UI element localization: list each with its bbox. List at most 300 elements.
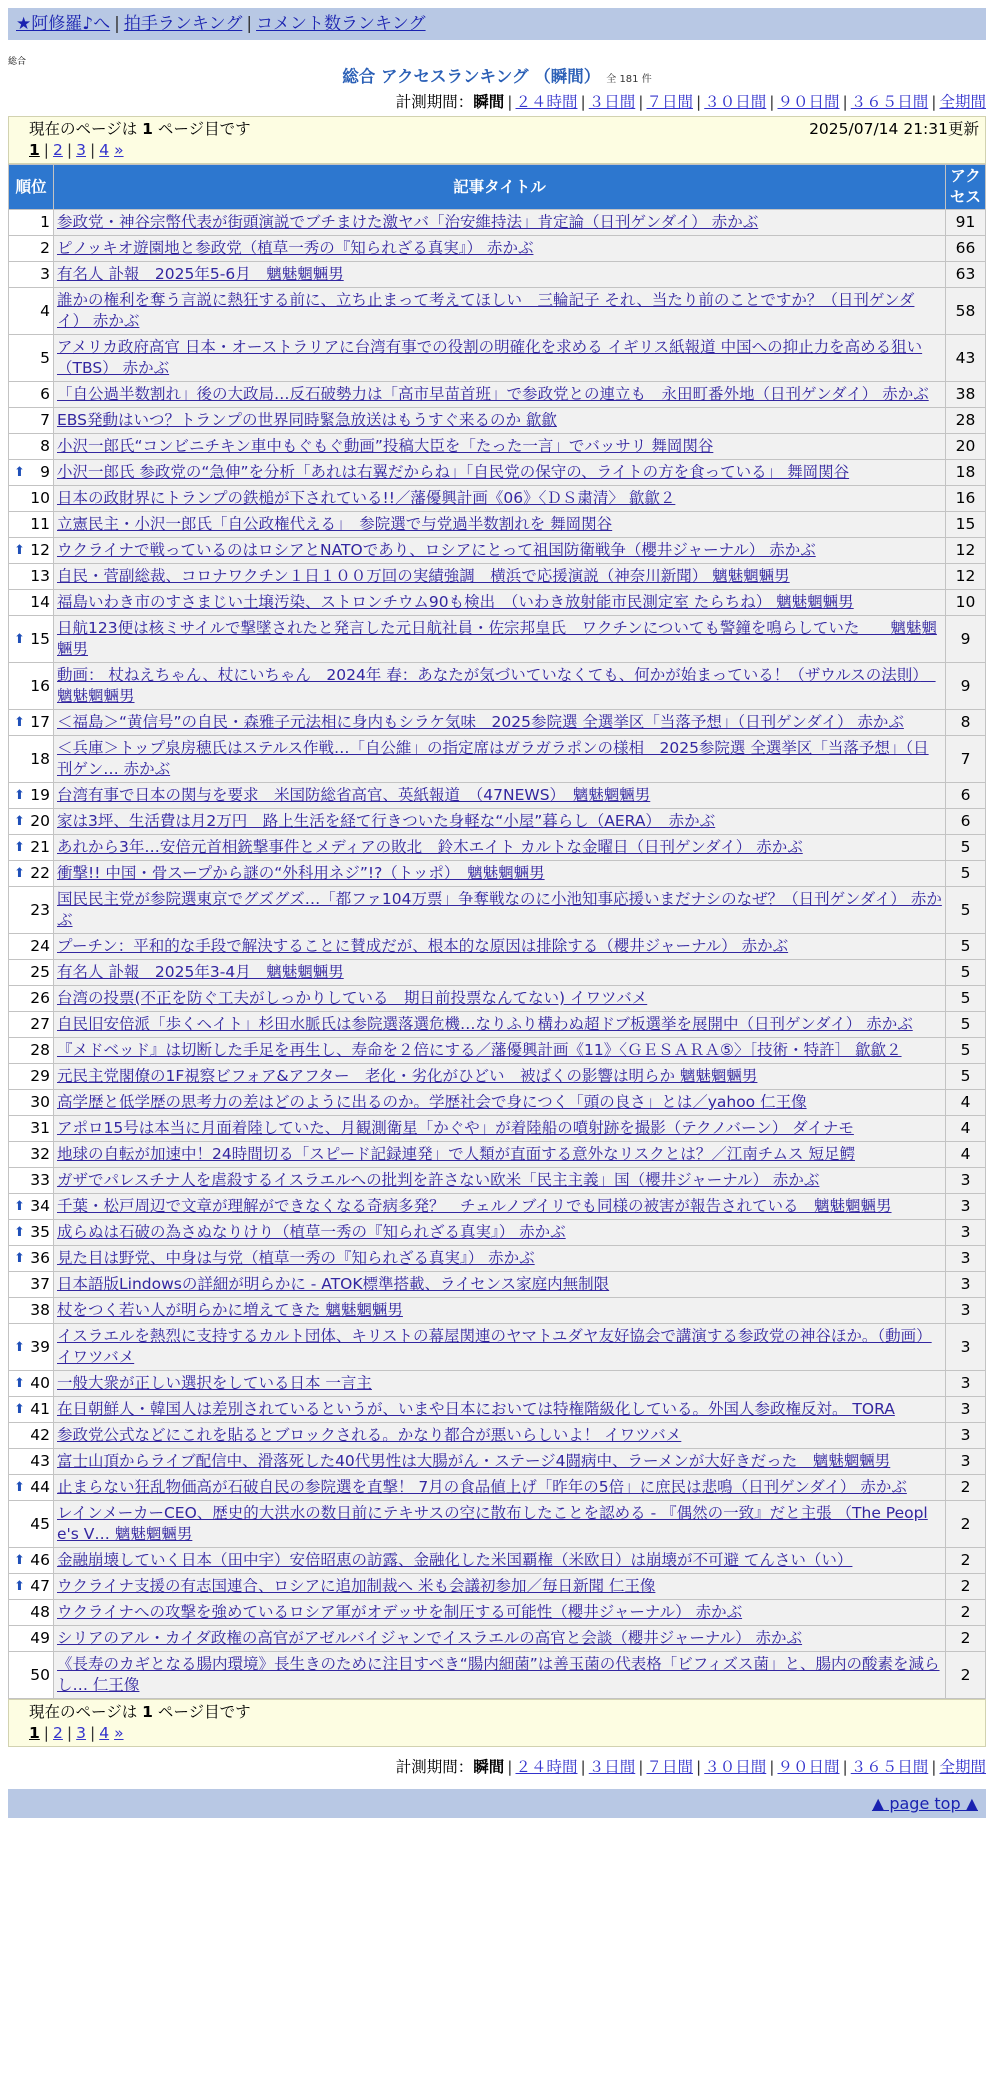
- title-cell: [54, 1064, 946, 1090]
- article-link[interactable]: イスラエルを熱烈に支持するカルト団体、キリストの幕屋関連のヤマトユダヤ友好協会で講演する参政党の神谷ほか。（動画） イワツバメ: [57, 1327, 932, 1366]
- article-link[interactable]: 有名人 訃報 2025年5-6月 魑魅魍魎男: [57, 265, 344, 283]
- article-link[interactable]: ＜福島＞“黄信号”の自民・森雅子元法相に身内もシラケ気味 2025参院選 全選挙区「当落予想」（日刊ゲンダイ） 赤かぶ: [57, 713, 904, 731]
- access-cell: 3: [946, 1246, 986, 1272]
- pager-separator: |: [90, 1724, 96, 1742]
- access-cell: 43: [946, 335, 986, 382]
- article-link[interactable]: 日航123便は核ミサイルで撃墜されたと発言した元日航社員・佐宗邦皇氏 ワクチンについても警鐘を鳴らしていた 魑魅魍魎男: [57, 619, 937, 658]
- period-label: 計測期間：: [395, 1758, 474, 1776]
- rank-cell: [9, 1626, 54, 1652]
- pager: [29, 1723, 977, 1744]
- table-row: [9, 1548, 986, 1574]
- rank-number: 20: [30, 812, 50, 830]
- period-link[interactable]: ９０日間: [777, 1758, 840, 1776]
- title-cell: [54, 1272, 946, 1298]
- table-row: [9, 486, 986, 512]
- period-selector: [8, 1757, 986, 1777]
- access-cell: 12: [946, 564, 986, 590]
- rank-cell: [9, 288, 54, 335]
- rank-number: 40: [30, 1374, 50, 1392]
- access-cell: 12: [946, 538, 986, 564]
- article-link[interactable]: EBS発動はいつ？トランプの世界同時緊急放送はもうすぐ来るのか 歙歙: [57, 411, 557, 429]
- period-link[interactable]: ３６５日間: [850, 1758, 929, 1776]
- rank-cell: [9, 1548, 54, 1574]
- title-cell: [54, 934, 946, 960]
- access-cell: 20: [946, 434, 986, 460]
- table-row: [9, 736, 986, 783]
- article-link[interactable]: アメリカ政府高官 日本・オーストラリアに台湾有事での役割の明確化を求める イギリス紙報道 中国への抑止力を高める狙い（TBS） 赤かぶ: [57, 338, 923, 377]
- item-count: 全 181 件: [606, 74, 652, 85]
- article-link[interactable]: 自民・菅副総裁、コロナワクチン１日１００万回の実績強調 横浜で応援演説（神奈川新聞） 魑魅魍魎男: [57, 567, 790, 585]
- access-cell: 2: [946, 1475, 986, 1501]
- up-arrow-icon: ⬆: [14, 631, 25, 647]
- title-cell: [54, 1246, 946, 1272]
- rank-cell: [9, 1475, 54, 1501]
- table-row: [9, 1600, 986, 1626]
- title-cell: [54, 1116, 946, 1142]
- rank-number: 49: [30, 1629, 50, 1647]
- period-link[interactable]: ２４時間: [515, 1758, 578, 1776]
- rank-cell: [9, 960, 54, 986]
- rank-cell: [9, 835, 54, 861]
- access-cell: 5: [946, 934, 986, 960]
- table-row: [9, 236, 986, 262]
- table-row: [9, 934, 986, 960]
- rank-cell: [9, 1194, 54, 1220]
- title-cell: [54, 538, 946, 564]
- page-info-bottom: [8, 1699, 986, 1747]
- rank-number: 34: [30, 1197, 50, 1215]
- title-cell: [54, 1220, 946, 1246]
- access-cell: 9: [946, 616, 986, 663]
- rank-number: 48: [30, 1603, 50, 1621]
- table-row: [9, 1475, 986, 1501]
- category-label: 総合: [8, 57, 27, 67]
- table-row: [9, 460, 986, 486]
- nav-separator: |: [246, 14, 253, 34]
- rank-number: 29: [30, 1067, 50, 1085]
- page-title-text: 総合 アクセスランキング （瞬間）: [342, 67, 601, 86]
- article-link[interactable]: 有名人 訃報 2025年3-4月 魑魅魍魎男: [57, 963, 344, 981]
- rank-cell: [9, 434, 54, 460]
- article-link[interactable]: 一般大衆が正しい選択をしている日本 一言主: [57, 1374, 372, 1392]
- pager-link[interactable]: 3: [76, 1724, 87, 1742]
- table-row: [9, 1298, 986, 1324]
- period-link[interactable]: ２４時間: [515, 93, 578, 111]
- rank-cell: [9, 1272, 54, 1298]
- title-cell: [54, 861, 946, 887]
- table-row: [9, 1116, 986, 1142]
- table-row: [9, 1220, 986, 1246]
- rank-cell: [9, 1220, 54, 1246]
- title-cell: [54, 663, 946, 710]
- period-link[interactable]: ３日間: [588, 1758, 636, 1776]
- title-cell: [54, 236, 946, 262]
- rank-number: 4: [40, 301, 50, 320]
- title-cell: [54, 262, 946, 288]
- table-row: [9, 616, 986, 663]
- period-separator: |: [507, 93, 513, 111]
- period-link[interactable]: ７日間: [646, 93, 693, 111]
- article-link[interactable]: 衝撃!! 中国・骨スープから謎の“外科用ネジ”!?（トッポ） 魑魅魍魎男: [57, 864, 545, 882]
- rank-number: 9: [40, 463, 50, 481]
- title-cell: [54, 460, 946, 486]
- title-cell: [54, 1142, 946, 1168]
- table-row: [9, 710, 986, 736]
- period-separator: |: [769, 93, 775, 111]
- article-link[interactable]: 参政党公式などにこれを貼るとブロックされる。かなり都合が悪いらしいよ！ イワツバメ: [57, 1426, 682, 1444]
- access-cell: 5: [946, 1038, 986, 1064]
- rank-cell: [9, 1064, 54, 1090]
- title-cell: [54, 335, 946, 382]
- rank-number: 6: [40, 385, 50, 403]
- access-cell: 3: [946, 1324, 986, 1371]
- pager-link[interactable]: 2: [53, 1724, 63, 1742]
- up-arrow-icon: ⬆: [14, 1402, 25, 1417]
- article-link[interactable]: 在日朝鮮人・韓国人は差別されているというが、いまや日本においては特権階級化している。外国人参政権反対。 TORA: [57, 1400, 895, 1418]
- title-cell: [54, 288, 946, 335]
- rank-number: 16: [30, 676, 50, 695]
- article-link[interactable]: ガザでパレスチナ人を虐殺するイスラエルへの批判を許さない欧米「民主主義」国（櫻井ジャーナル） 赤かぶ: [57, 1171, 820, 1189]
- period-separator: |: [580, 93, 586, 111]
- rank-cell: [9, 1116, 54, 1142]
- table-row: [9, 1449, 986, 1475]
- up-arrow-icon: ⬆: [14, 543, 25, 558]
- page-top-link[interactable]: ▲ page top ▲: [871, 1794, 978, 1813]
- table-row: [9, 590, 986, 616]
- footer-bar: [8, 1789, 986, 1818]
- article-link[interactable]: 《長寿のカギとなる腸内環境》長生きのために注目すべき“腸内細菌”は善玉菌の代表格「ビフィズス菌」と、腸内の酸素を減らし… 仁王像: [57, 1655, 940, 1694]
- article-link[interactable]: 国民民主党が参院選東京でグズグズ…「都ファ104万票」争奪戦なのに小池知事応援いまだナシのなぜ？（日刊ゲンダイ） 赤かぶ: [57, 890, 942, 929]
- table-row: [9, 887, 986, 934]
- rank-number: 25: [30, 963, 50, 981]
- col-rank-header: 順位: [9, 165, 54, 210]
- table-row: [9, 335, 986, 382]
- access-cell: 4: [946, 1090, 986, 1116]
- article-link[interactable]: ウクライナへの攻撃を強めているロシア軍がオデッサを制圧する可能性（櫻井ジャーナル） 赤かぶ: [57, 1603, 743, 1621]
- rank-cell: [9, 335, 54, 382]
- table-row: [9, 1272, 986, 1298]
- article-link[interactable]: 日本語版Lindowsの詳細が明らかに - ATOK標準搭載、ライセンス家庭内無制限: [57, 1275, 610, 1293]
- period-separator: |: [696, 1758, 702, 1776]
- article-link[interactable]: 台湾有事で日本の関与を要求 米国防総省高官、英紙報道 （47NEWS） 魑魅魍魎男: [57, 786, 651, 804]
- title-cell: [54, 1475, 946, 1501]
- period-link[interactable]: ３０日間: [704, 1758, 767, 1776]
- rank-cell: [9, 1142, 54, 1168]
- title-cell: [54, 1449, 946, 1475]
- article-link[interactable]: 『メドベッド』は切断した手足を再生し、寿命を２倍にする／藩優興計画《11》〈ＧＥＳＡＲＡ⑤〉［技術・特許］ 歙歙２: [57, 1041, 902, 1059]
- table-row: [9, 288, 986, 335]
- rank-cell: [9, 934, 54, 960]
- rank-cell: [9, 262, 54, 288]
- table-row: [9, 663, 986, 710]
- title-cell: [54, 835, 946, 861]
- article-link[interactable]: 立憲民主・小沢一郎氏「自公政権代える」 参院選で与党過半数割れを 舞岡関谷: [57, 515, 613, 533]
- rank-number: 41: [30, 1400, 50, 1418]
- table-row: [9, 1574, 986, 1600]
- rank-cell: [9, 986, 54, 1012]
- title-cell: [54, 1574, 946, 1600]
- period-current: 瞬間: [473, 1758, 505, 1776]
- comment-ranking-link[interactable]: コメント数ランキング: [256, 14, 426, 34]
- title-cell: [54, 512, 946, 538]
- rank-number: 3: [40, 265, 50, 283]
- article-link[interactable]: 自民旧安倍派「歩くヘイト」杉田水脈氏は参院選落選危機…なりふり構わぬ超ドブ板選挙を展開中（日刊ゲンダイ） 赤かぶ: [57, 1015, 913, 1033]
- rank-number: 19: [30, 786, 50, 804]
- period-link[interactable]: ７日間: [646, 1758, 693, 1776]
- period-link[interactable]: 全期間: [939, 1758, 986, 1776]
- up-arrow-icon: ⬆: [14, 1251, 25, 1266]
- pager: [29, 140, 977, 161]
- title-cell: [54, 1652, 946, 1699]
- rank-number: 24: [30, 937, 50, 955]
- rank-cell: [9, 887, 54, 934]
- access-cell: 91: [946, 210, 986, 236]
- title-cell: [54, 616, 946, 663]
- article-link[interactable]: 参政党・神谷宗幣代表が街頭演説でブチまけた激ヤバ「治安維持法」肯定論（日刊ゲンダイ） 赤かぶ: [57, 213, 759, 231]
- rank-number: 1: [40, 213, 50, 231]
- table-row: [9, 382, 986, 408]
- access-cell: 58: [946, 288, 986, 335]
- pager-link[interactable]: 4: [99, 141, 110, 159]
- pager-current: 1: [29, 141, 40, 159]
- access-cell: 15: [946, 512, 986, 538]
- title-cell: [54, 710, 946, 736]
- pager-next[interactable]: »: [114, 141, 124, 159]
- table-row: [9, 408, 986, 434]
- table-row: [9, 1371, 986, 1397]
- period-link[interactable]: ３日間: [588, 93, 636, 111]
- article-link[interactable]: ピノッキオ遊園地と参政党（植草一秀の『知られざる真実』） 赤かぶ: [57, 239, 534, 257]
- article-link[interactable]: ウクライナで戦っているのはロシアとNATOであり、ロシアにとって祖国防衛戦争（櫻井ジャーナル） 赤かぶ: [57, 541, 816, 559]
- article-link[interactable]: ウクライナ支援の有志国連合、ロシアに追加制裁へ 米も会議初参加／毎日新聞 仁王像: [57, 1577, 656, 1595]
- rank-cell: [9, 1012, 54, 1038]
- home-link[interactable]: ★阿修羅♪へ: [16, 14, 111, 34]
- rank-number: 18: [30, 749, 50, 768]
- title-cell: [54, 1548, 946, 1574]
- title-cell: [54, 960, 946, 986]
- table-row: [9, 1090, 986, 1116]
- article-link[interactable]: プーチン：平和的な手段で解決することに賛成だが、根本的な原因は排除する（櫻井ジャーナル） 赤かぶ: [57, 937, 789, 955]
- rank-cell: [9, 663, 54, 710]
- title-cell: [54, 590, 946, 616]
- access-cell: 63: [946, 262, 986, 288]
- table-row: [9, 210, 986, 236]
- period-link[interactable]: ３６５日間: [850, 93, 929, 111]
- table-row: [9, 1168, 986, 1194]
- table-row: [9, 1038, 986, 1064]
- rank-number: 43: [30, 1452, 50, 1470]
- rank-cell: [9, 1423, 54, 1449]
- rank-cell: [9, 861, 54, 887]
- access-cell: 2: [946, 1548, 986, 1574]
- up-arrow-icon: ⬆: [14, 1376, 25, 1391]
- rank-cell: [9, 710, 54, 736]
- pager-separator: |: [90, 141, 96, 159]
- rank-number: 2: [40, 239, 50, 257]
- access-cell: 3: [946, 1371, 986, 1397]
- pager-separator: |: [66, 141, 73, 159]
- period-separator: |: [696, 93, 702, 111]
- access-cell: 2: [946, 1600, 986, 1626]
- pager-link[interactable]: 2: [53, 141, 63, 159]
- article-link[interactable]: レインメーカーCEO、歴史的大洪水の数日前にテキサスの空に散布したことを認める - 『偶然の一致』だと主張 （The People's V… 魑魅魍魎男: [57, 1504, 928, 1543]
- rank-cell: [9, 1168, 54, 1194]
- access-cell: 3: [946, 1298, 986, 1324]
- title-cell: [54, 1501, 946, 1548]
- title-cell: [54, 736, 946, 783]
- article-link[interactable]: 動画： 杖ねえちゃん、杖にいちゃん 2024年 春：あなたが気づいていなくても、何かが始まっている！（ザウルスの法則） 魑魅魍魎男: [57, 666, 936, 705]
- access-cell: 5: [946, 835, 986, 861]
- title-cell: [54, 1168, 946, 1194]
- table-row: [9, 809, 986, 835]
- page-info-num: 1: [142, 1703, 153, 1721]
- table-row: [9, 564, 986, 590]
- title-cell: [54, 887, 946, 934]
- rank-number: 47: [30, 1577, 50, 1595]
- table-row: [9, 262, 986, 288]
- rank-cell: [9, 1501, 54, 1548]
- article-link[interactable]: 富士山頂からライブ配信中、滑落死した40代男性は大腸がん・ステージ4闘病中、ラーメンが大好きだった 魑魅魍魎男: [57, 1452, 891, 1470]
- period-separator: |: [769, 1758, 775, 1776]
- table-row: [9, 538, 986, 564]
- page-info-suffix: ページ目です: [157, 120, 251, 138]
- period-separator: |: [638, 93, 644, 111]
- table-row: [9, 1064, 986, 1090]
- up-arrow-icon: ⬆: [14, 1480, 25, 1495]
- article-link[interactable]: 見た目は野党、中身は与党（植草一秀の『知られざる真実』） 赤かぶ: [57, 1249, 535, 1267]
- rank-cell: [9, 616, 54, 663]
- title-cell: [54, 809, 946, 835]
- title-cell: [54, 1194, 946, 1220]
- rank-cell: [9, 408, 54, 434]
- article-link[interactable]: 家は3坪、生活費は月2万円 路上生活を経て行きついた身軽な“小屋”暮らし（AERA） 赤かぶ: [57, 812, 716, 830]
- article-link[interactable]: 止まらない狂乱物価高が石破自民の参院選を直撃！ 7月の食品値上げ「昨年の5倍」に庶民は悲鳴（日刊ゲンダイ） 赤かぶ: [57, 1478, 907, 1496]
- access-cell: 9: [946, 663, 986, 710]
- title-cell: [54, 1090, 946, 1116]
- article-link[interactable]: ＜兵庫＞トップ泉房穂氏はステルス作戦…「自公維」の指定席はガラガラポンの様相 2025参院選 全選挙区「当落予想」（日刊ゲン… 赤かぶ: [57, 739, 929, 778]
- access-cell: 3: [946, 1449, 986, 1475]
- article-link[interactable]: 小沢一郎氏“コンビニチキン車中もぐもぐ動画”投稿大臣を「たった一言」でバッサリ 舞岡関谷: [57, 437, 714, 455]
- access-cell: 2: [946, 1501, 986, 1548]
- rank-cell: [9, 1090, 54, 1116]
- article-link[interactable]: 千葉・松戸周辺で文章が理解ができなくなる奇病多発？ チェルノブイリでも同様の被害が報告されている 魑魅魍魎男: [57, 1197, 892, 1215]
- table-row: [9, 434, 986, 460]
- access-cell: 2: [946, 1574, 986, 1600]
- table-row: [9, 1397, 986, 1423]
- article-link[interactable]: あれから3年…安倍元首相銃撃事件とメディアの敗北 鈴木エイト カルトな金曜日（日刊ゲンダイ） 赤かぶ: [57, 838, 803, 856]
- article-link[interactable]: 成らぬは石破の為さぬなりけり（植草一秀の『知られざる真実』） 赤かぶ: [57, 1223, 566, 1241]
- access-cell: 5: [946, 1012, 986, 1038]
- period-separator: |: [931, 93, 937, 111]
- access-cell: 6: [946, 783, 986, 809]
- access-cell: 2: [946, 1652, 986, 1699]
- article-link[interactable]: アポロ15号は本当に月面着陸していた、月観測衛星「かぐや」が着陸船の噴射跡を撮影（テクノバーン） ダイナモ: [57, 1119, 854, 1137]
- article-link[interactable]: 小沢一郎氏 参政党の“急伸”を分析「あれは右翼だからね」「自民党の保守の、ライトの方を食っている」 舞岡関谷: [57, 463, 850, 481]
- rank-number: 46: [30, 1551, 50, 1569]
- table-row: [9, 835, 986, 861]
- title-cell: [54, 1371, 946, 1397]
- article-link[interactable]: シリアのアル・カイダ政権の高官がアゼルバイジャンでイスラエルの高官と会談（櫻井ジャーナル） 赤かぶ: [57, 1629, 803, 1647]
- access-cell: 5: [946, 960, 986, 986]
- article-link[interactable]: 誰かの権利を奪う言説に熱狂する前に、立ち止まって考えてほしい 三輪記子 それ、当たり前のことですか？（日刊ゲンダイ） 赤かぶ: [57, 291, 915, 330]
- article-link[interactable]: 「自公過半数割れ」後の大政局…反石破勢力は「高市早苗首班」で参政党との連立も 永田町番外地（日刊ゲンダイ） 赤かぶ: [57, 385, 929, 403]
- pager-next[interactable]: »: [114, 1724, 124, 1742]
- up-arrow-icon: ⬆: [14, 1225, 25, 1240]
- rank-number: 10: [30, 489, 50, 507]
- title-cell: [54, 434, 946, 460]
- rank-cell: [9, 1038, 54, 1064]
- up-arrow-icon: ⬆: [14, 814, 25, 829]
- article-link[interactable]: 台湾の投票(不正を防ぐ工夫がしっかりしている 期日前投票なんてない) イワツバメ: [57, 989, 648, 1007]
- article-link[interactable]: 地球の自転が加速中！24時間切る「スピード記録連発」で人類が直面する意外なリスクとは？／江南チムス 短足鰐: [57, 1145, 855, 1163]
- article-link[interactable]: 福島いわき市のすさまじい土壌汚染、ストロンチウム90も検出 （いわき放射能市民測定室 たらちね） 魑魅魍魎男: [57, 593, 854, 611]
- access-cell: 3: [946, 1397, 986, 1423]
- rank-number: 32: [30, 1145, 50, 1163]
- rank-number: 11: [30, 515, 50, 533]
- access-cell: 3: [946, 1272, 986, 1298]
- period-link[interactable]: ９０日間: [777, 93, 840, 111]
- access-cell: 5: [946, 986, 986, 1012]
- pager-separator: |: [43, 141, 50, 159]
- rank-number: 7: [40, 411, 50, 429]
- up-arrow-icon: ⬆: [14, 1199, 25, 1214]
- article-link[interactable]: 日本の政財界にトランプの鉄槌が下されている!!／藩優興計画《06》〈ＤＳ粛清〉 歙歙２: [57, 489, 676, 507]
- up-arrow-icon: ⬆: [14, 1579, 25, 1594]
- rank-number: 30: [30, 1093, 50, 1111]
- access-cell: 5: [946, 861, 986, 887]
- rank-cell: [9, 1600, 54, 1626]
- article-link[interactable]: 金融崩壊していく日本（田中宇）安倍昭恵の訪露、金融化した米国覇権（米欧日）は崩壊が不可避 てんさい（い）: [57, 1551, 853, 1569]
- period-link[interactable]: 全期間: [939, 93, 986, 111]
- rank-number: 44: [30, 1478, 50, 1496]
- period-label: 計測期間：: [395, 93, 474, 111]
- up-arrow-icon: ⬆: [14, 866, 25, 881]
- rank-number: 17: [30, 713, 50, 731]
- period-separator: |: [842, 93, 848, 111]
- table-row: [9, 1626, 986, 1652]
- title-cell: [54, 564, 946, 590]
- rank-cell: [9, 783, 54, 809]
- rank-number: 36: [30, 1249, 50, 1267]
- page-info-text: 現在のページは: [29, 1703, 138, 1721]
- period-link[interactable]: ３０日間: [704, 93, 767, 111]
- rank-number: 28: [30, 1041, 50, 1059]
- article-link[interactable]: 元民主党閣僚の1F視察ビフォア&アフター 老化・劣化がひどい 被ばくの影響は明らか 魑魅魍魎男: [57, 1067, 758, 1085]
- pager-link[interactable]: 4: [99, 1724, 110, 1742]
- rank-cell: [9, 1246, 54, 1272]
- pager-link[interactable]: 3: [76, 141, 87, 159]
- rank-cell: [9, 1652, 54, 1699]
- access-cell: 3: [946, 1423, 986, 1449]
- title-cell: [54, 1324, 946, 1371]
- access-cell: 6: [946, 809, 986, 835]
- rank-cell: [9, 1449, 54, 1475]
- applause-ranking-link[interactable]: 拍手ランキング: [123, 14, 243, 34]
- page-title: [8, 67, 986, 90]
- table-row: [9, 960, 986, 986]
- period-separator: |: [842, 1758, 848, 1776]
- period-separator: |: [507, 1758, 513, 1776]
- rank-number: 5: [40, 348, 50, 367]
- article-link[interactable]: 高学歴と低学歴の思考力の差はどのように出るのか。学歴社会で身につく「頭の良さ」とは／yahoo 仁王像: [57, 1093, 807, 1111]
- period-selector: [8, 92, 986, 112]
- rank-cell: [9, 1298, 54, 1324]
- access-cell: 66: [946, 236, 986, 262]
- page-info-suffix: ページ目です: [157, 1703, 251, 1721]
- col-access-header: アクセス: [946, 165, 986, 210]
- article-link[interactable]: 杖をつく若い人が明らかに増えてきた 魑魅魍魎男: [57, 1301, 403, 1319]
- access-cell: 3: [946, 1220, 986, 1246]
